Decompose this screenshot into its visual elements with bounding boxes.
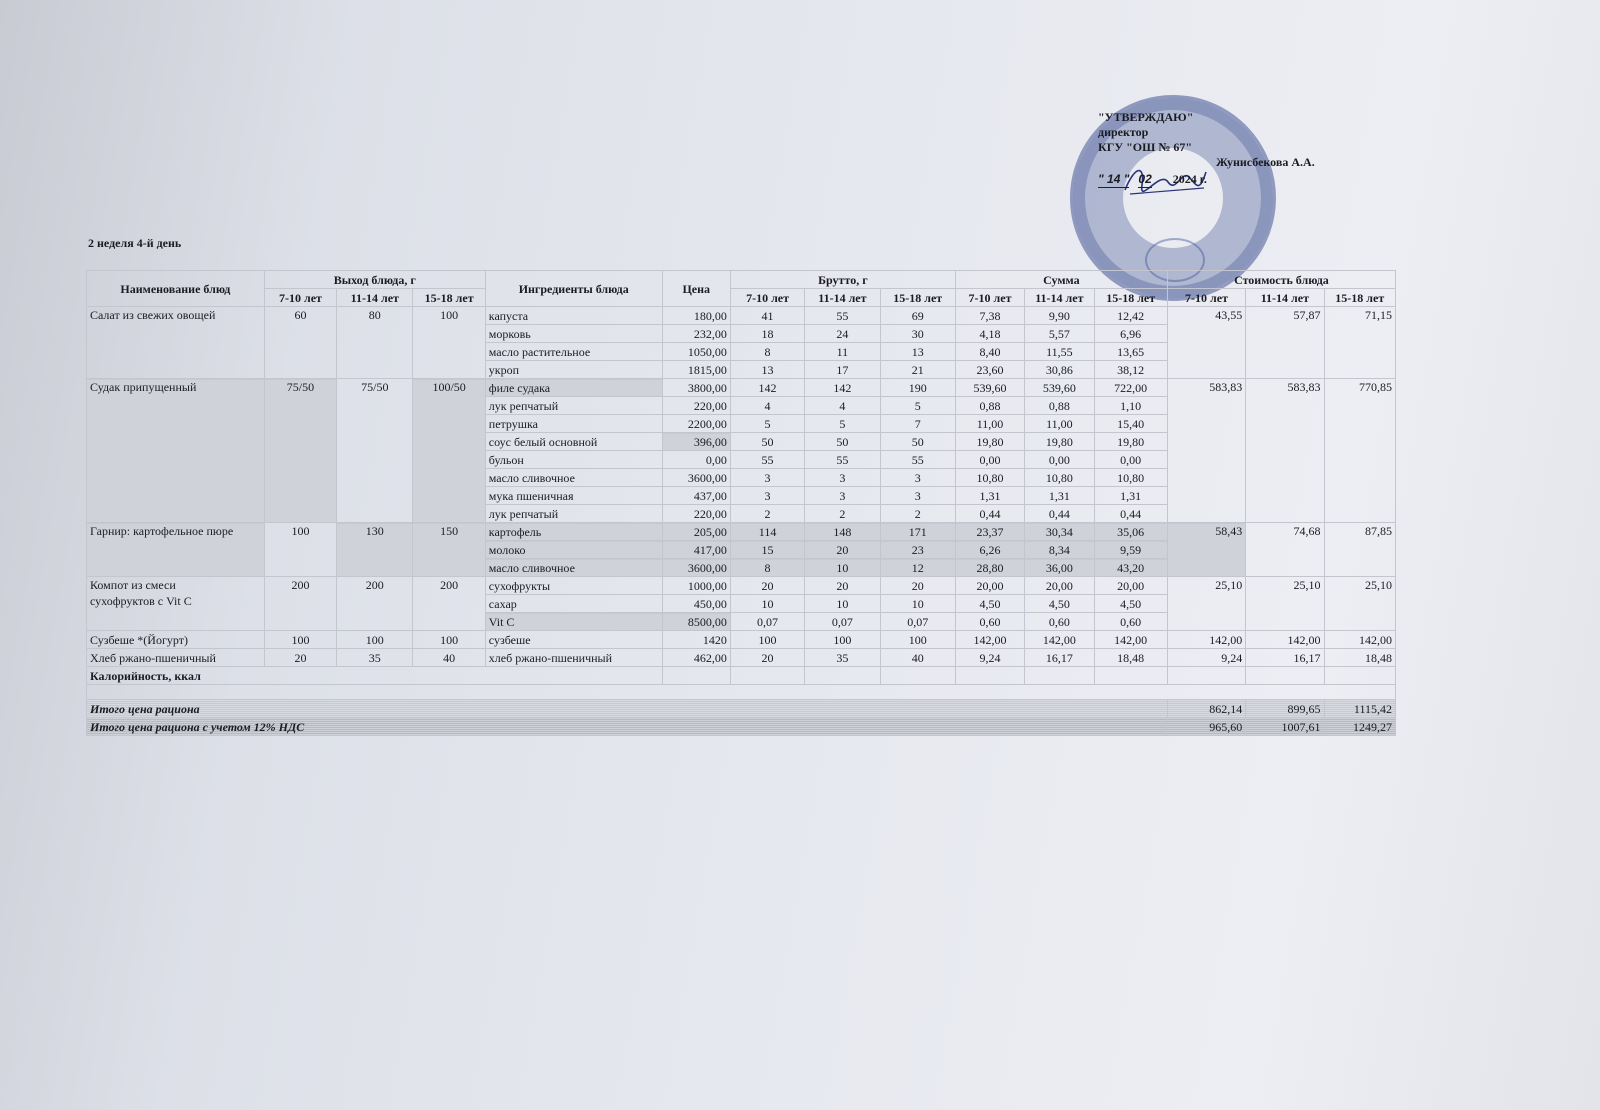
brutto-value: 8 — [730, 343, 804, 361]
dish-cost: 74,68 — [1246, 523, 1324, 577]
dish-output: 200 — [413, 577, 485, 631]
sum-value: 1,31 — [1025, 487, 1094, 505]
ingredient-name: соус белый основной — [485, 433, 662, 451]
ingredient-price: 205,00 — [662, 523, 730, 541]
sum-value: 1,31 — [955, 487, 1024, 505]
dish-cost: 142,00 — [1246, 631, 1324, 649]
empty-cell — [1025, 667, 1094, 685]
header-age: 11-14 лет — [337, 289, 413, 307]
brutto-value: 18 — [730, 325, 804, 343]
brutto-value: 35 — [805, 649, 880, 667]
ingredient-name: филе судака — [485, 379, 662, 397]
dish-cost: 583,83 — [1167, 379, 1245, 523]
ingredient-name: масло сливочное — [485, 559, 662, 577]
blank-row — [87, 685, 1396, 700]
table-row — [87, 523, 1396, 541]
brutto-value: 5 — [880, 397, 955, 415]
sum-value: 11,55 — [1025, 343, 1094, 361]
total-value: 1115,42 — [1324, 700, 1395, 718]
sum-value: 9,59 — [1094, 541, 1167, 559]
menu-table — [86, 270, 1396, 736]
brutto-value: 50 — [805, 433, 880, 451]
dish-cost: 25,10 — [1167, 577, 1245, 631]
ingredient-name: масло сливочное — [485, 469, 662, 487]
brutto-value: 4 — [805, 397, 880, 415]
sum-value: 30,86 — [1025, 361, 1094, 379]
brutto-value: 20 — [805, 541, 880, 559]
brutto-value: 142 — [805, 379, 880, 397]
sum-value: 20,00 — [955, 577, 1024, 595]
table-row — [87, 307, 1396, 325]
dish-cost: 57,87 — [1246, 307, 1324, 379]
ingredient-name: хлеб ржано-пшеничный — [485, 649, 662, 667]
brutto-value: 3 — [880, 469, 955, 487]
approval-date — [1098, 172, 1315, 188]
sum-value: 0,88 — [1025, 397, 1094, 415]
brutto-value: 3 — [730, 469, 804, 487]
header-brutto: Брутто, г — [730, 271, 955, 289]
ingredient-name: лук репчатый — [485, 397, 662, 415]
sum-value: 1,31 — [1094, 487, 1167, 505]
header-dish-name: Наименование блюд — [87, 271, 265, 307]
sum-value: 12,42 — [1094, 307, 1167, 325]
brutto-value: 55 — [805, 307, 880, 325]
sum-value: 142,00 — [1025, 631, 1094, 649]
sum-value: 6,96 — [1094, 325, 1167, 343]
header-age: 15-18 лет — [880, 289, 955, 307]
header-age: 7-10 лет — [1167, 289, 1245, 307]
ingredient-price: 220,00 — [662, 505, 730, 523]
ingredient-name: капуста — [485, 307, 662, 325]
brutto-value: 20 — [730, 649, 804, 667]
ingredient-price: 232,00 — [662, 325, 730, 343]
dish-output: 100 — [264, 523, 336, 577]
ingredient-name: сузбеше — [485, 631, 662, 649]
date-day: " 14 " — [1098, 172, 1130, 186]
brutto-value: 30 — [880, 325, 955, 343]
dish-output: 75/50 — [337, 379, 413, 523]
dish-cost: 58,43 — [1167, 523, 1245, 577]
date-year: 2024 г. — [1172, 172, 1207, 186]
ingredient-price: 1000,00 — [662, 577, 730, 595]
brutto-value: 40 — [880, 649, 955, 667]
header-age: 11-14 лет — [1246, 289, 1324, 307]
brutto-value: 171 — [880, 523, 955, 541]
sum-value: 35,06 — [1094, 523, 1167, 541]
brutto-value: 4 — [730, 397, 804, 415]
dish-cost: 9,24 — [1167, 649, 1245, 667]
empty-cell — [1246, 667, 1324, 685]
dish-output: 20 — [264, 649, 336, 667]
sum-value: 0,44 — [955, 505, 1024, 523]
sum-value: 8,34 — [1025, 541, 1094, 559]
sum-value: 0,88 — [955, 397, 1024, 415]
dish-name: Хлеб ржано-пшеничный — [87, 649, 265, 667]
sum-value: 5,57 — [1025, 325, 1094, 343]
signature-line — [1098, 155, 1315, 170]
dish-output: 100/50 — [413, 379, 485, 523]
empty-cell — [880, 667, 955, 685]
brutto-value: 100 — [730, 631, 804, 649]
brutto-value: 20 — [730, 577, 804, 595]
sum-value: 0,00 — [1025, 451, 1094, 469]
dish-cost: 25,10 — [1324, 577, 1395, 631]
brutto-value: 55 — [730, 451, 804, 469]
brutto-value: 5 — [730, 415, 804, 433]
ingredient-price: 3600,00 — [662, 469, 730, 487]
dish-output: 75/50 — [264, 379, 336, 523]
brutto-value: 0,07 — [730, 613, 804, 631]
dish-cost: 142,00 — [1167, 631, 1245, 649]
director-name: Жунисбекова А.А. — [1216, 155, 1315, 169]
dish-name: Судак припущенный — [87, 379, 265, 523]
sum-value: 4,50 — [1094, 595, 1167, 613]
sum-value: 4,50 — [955, 595, 1024, 613]
sum-value: 20,00 — [1025, 577, 1094, 595]
brutto-value: 0,07 — [805, 613, 880, 631]
brutto-value: 190 — [880, 379, 955, 397]
table-row — [87, 379, 1396, 397]
dish-output: 100 — [337, 631, 413, 649]
ingredient-price: 417,00 — [662, 541, 730, 559]
sum-value: 10,80 — [1025, 469, 1094, 487]
approval-title: "УТВЕРЖДАЮ" — [1098, 110, 1194, 124]
sum-value: 0,60 — [955, 613, 1024, 631]
sum-value: 23,37 — [955, 523, 1024, 541]
sum-value: 7,38 — [955, 307, 1024, 325]
dish-output: 40 — [413, 649, 485, 667]
table-row — [87, 577, 1396, 595]
dish-name: Сузбеше *(Йогурт) — [87, 631, 265, 649]
brutto-value: 21 — [880, 361, 955, 379]
sum-value: 0,44 — [1025, 505, 1094, 523]
header-cost: Стоимость блюда — [1167, 271, 1395, 289]
header-price: Цена — [662, 271, 730, 307]
dish-cost: 583,83 — [1246, 379, 1324, 523]
calories-label: Калорийность, ккал — [87, 667, 663, 685]
brutto-value: 2 — [730, 505, 804, 523]
sum-value: 9,90 — [1025, 307, 1094, 325]
sum-value: 0,44 — [1094, 505, 1167, 523]
dish-cost: 25,10 — [1246, 577, 1324, 631]
sum-value: 10,80 — [1094, 469, 1167, 487]
calories-row — [87, 667, 1396, 685]
dish-name-line: Компот из смеси — [90, 578, 176, 592]
sum-value: 1,10 — [1094, 397, 1167, 415]
sum-value: 20,00 — [1094, 577, 1167, 595]
approval-organization: КГУ "ОШ № 67" — [1098, 140, 1193, 154]
sum-value: 28,80 — [955, 559, 1024, 577]
brutto-value: 12 — [880, 559, 955, 577]
total-vat-row — [87, 718, 1396, 736]
header-row-1 — [87, 271, 1396, 289]
sum-value: 18,48 — [1094, 649, 1167, 667]
brutto-value: 8 — [730, 559, 804, 577]
ingredient-name: лук репчатый — [485, 505, 662, 523]
sum-value: 43,20 — [1094, 559, 1167, 577]
ingredient-price: 180,00 — [662, 307, 730, 325]
header-age: 7-10 лет — [730, 289, 804, 307]
sum-value: 9,24 — [955, 649, 1024, 667]
sum-value: 16,17 — [1025, 649, 1094, 667]
empty-cell — [1324, 667, 1395, 685]
empty-cell — [730, 667, 804, 685]
dish-cost: 71,15 — [1324, 307, 1395, 379]
sum-value: 19,80 — [955, 433, 1024, 451]
empty-cell — [955, 667, 1024, 685]
total-value: 899,65 — [1246, 700, 1324, 718]
empty-cell — [805, 667, 880, 685]
header-ingredients: Ингредиенты блюда — [485, 271, 662, 307]
dish-output: 130 — [337, 523, 413, 577]
dish-cost: 770,85 — [1324, 379, 1395, 523]
sum-value: 4,50 — [1025, 595, 1094, 613]
header-age: 11-14 лет — [805, 289, 880, 307]
dish-output: 200 — [264, 577, 336, 631]
brutto-value: 11 — [805, 343, 880, 361]
brutto-value: 17 — [805, 361, 880, 379]
ingredient-name: масло растительное — [485, 343, 662, 361]
header-output: Выход блюда, г — [264, 271, 485, 289]
dish-output: 100 — [413, 307, 485, 379]
ingredient-name: укроп — [485, 361, 662, 379]
total-vat-value: 1007,61 — [1246, 718, 1324, 736]
ingredient-price: 1815,00 — [662, 361, 730, 379]
approval-position: директор — [1098, 125, 1149, 139]
brutto-value: 100 — [805, 631, 880, 649]
sum-value: 0,60 — [1025, 613, 1094, 631]
ingredient-name: бульон — [485, 451, 662, 469]
empty-cell — [662, 667, 730, 685]
ingredient-price: 462,00 — [662, 649, 730, 667]
dish-output: 100 — [264, 631, 336, 649]
ingredient-price: 1050,00 — [662, 343, 730, 361]
ingredient-name: мука пшеничная — [485, 487, 662, 505]
brutto-value: 13 — [730, 361, 804, 379]
total-row — [87, 700, 1396, 718]
dish-name: Гарнир: картофельное пюре — [87, 523, 265, 577]
table-row — [87, 649, 1396, 667]
ingredient-price: 1420 — [662, 631, 730, 649]
ingredient-price: 396,00 — [662, 433, 730, 451]
dish-cost: 43,55 — [1167, 307, 1245, 379]
sum-value: 11,00 — [955, 415, 1024, 433]
dish-output: 150 — [413, 523, 485, 577]
ingredient-name: морковь — [485, 325, 662, 343]
brutto-value: 7 — [880, 415, 955, 433]
dish-name-line: сухофруктов с Vit C — [90, 594, 192, 608]
dish-cost: 16,17 — [1246, 649, 1324, 667]
header-age: 15-18 лет — [1094, 289, 1167, 307]
sum-value: 15,40 — [1094, 415, 1167, 433]
brutto-value: 69 — [880, 307, 955, 325]
brutto-value: 10 — [880, 595, 955, 613]
sum-value: 30,34 — [1025, 523, 1094, 541]
brutto-value: 10 — [730, 595, 804, 613]
brutto-value: 142 — [730, 379, 804, 397]
brutto-value: 15 — [730, 541, 804, 559]
sum-value: 142,00 — [1094, 631, 1167, 649]
dish-output: 35 — [337, 649, 413, 667]
sum-value: 38,12 — [1094, 361, 1167, 379]
header-age: 15-18 лет — [1324, 289, 1395, 307]
brutto-value: 55 — [805, 451, 880, 469]
brutto-value: 3 — [805, 469, 880, 487]
sum-value: 539,60 — [1025, 379, 1094, 397]
total-vat-label: Итого цена рациона с учетом 12% НДС — [87, 718, 1168, 736]
brutto-value: 20 — [880, 577, 955, 595]
empty-cell — [1167, 667, 1245, 685]
ingredient-name: петрушка — [485, 415, 662, 433]
ingredient-price: 3600,00 — [662, 559, 730, 577]
sum-value: 23,60 — [955, 361, 1024, 379]
dish-name — [87, 577, 265, 631]
ingredient-price: 437,00 — [662, 487, 730, 505]
sum-value: 722,00 — [1094, 379, 1167, 397]
date-month: 02 — [1138, 172, 1152, 186]
table-row — [87, 631, 1396, 649]
brutto-value: 24 — [805, 325, 880, 343]
brutto-value: 50 — [880, 433, 955, 451]
ingredient-name: картофель — [485, 523, 662, 541]
dish-output: 200 — [337, 577, 413, 631]
ingredient-price: 220,00 — [662, 397, 730, 415]
brutto-value: 10 — [805, 595, 880, 613]
empty-cell — [1094, 667, 1167, 685]
dish-output: 80 — [337, 307, 413, 379]
brutto-value: 0,07 — [880, 613, 955, 631]
brutto-value: 13 — [880, 343, 955, 361]
sum-value: 19,80 — [1025, 433, 1094, 451]
header-age: 11-14 лет — [1025, 289, 1094, 307]
ingredient-name: сухофрукты — [485, 577, 662, 595]
ingredient-price: 2200,00 — [662, 415, 730, 433]
sum-value: 4,18 — [955, 325, 1024, 343]
sum-value: 0,00 — [1094, 451, 1167, 469]
total-vat-value: 1249,27 — [1324, 718, 1395, 736]
ingredient-name: Vit C — [485, 613, 662, 631]
brutto-value: 5 — [805, 415, 880, 433]
sum-value: 0,00 — [955, 451, 1024, 469]
header-age: 15-18 лет — [413, 289, 485, 307]
brutto-value: 2 — [880, 505, 955, 523]
brutto-value: 10 — [805, 559, 880, 577]
brutto-value: 148 — [805, 523, 880, 541]
dish-cost: 87,85 — [1324, 523, 1395, 577]
dish-cost: 142,00 — [1324, 631, 1395, 649]
sum-value: 8,40 — [955, 343, 1024, 361]
dish-cost: 18,48 — [1324, 649, 1395, 667]
sum-value: 142,00 — [955, 631, 1024, 649]
sum-value: 6,26 — [955, 541, 1024, 559]
brutto-value: 3 — [805, 487, 880, 505]
brutto-value: 50 — [730, 433, 804, 451]
ingredient-name: сахар — [485, 595, 662, 613]
sum-value: 19,80 — [1094, 433, 1167, 451]
header-row-2 — [87, 289, 1396, 307]
sum-value: 11,00 — [1025, 415, 1094, 433]
dish-name: Салат из свежих овощей — [87, 307, 265, 379]
brutto-value: 41 — [730, 307, 804, 325]
dish-output: 100 — [413, 631, 485, 649]
sum-value: 0,60 — [1094, 613, 1167, 631]
sum-value: 10,80 — [955, 469, 1024, 487]
brutto-value: 3 — [730, 487, 804, 505]
brutto-value: 23 — [880, 541, 955, 559]
ingredient-price: 450,00 — [662, 595, 730, 613]
day-title: 2 неделя 4-й день — [88, 236, 182, 250]
brutto-value: 3 — [880, 487, 955, 505]
header-sum: Сумма — [955, 271, 1167, 289]
dish-output: 60 — [264, 307, 336, 379]
brutto-value: 20 — [805, 577, 880, 595]
ingredient-price: 3800,00 — [662, 379, 730, 397]
total-value: 862,14 — [1167, 700, 1245, 718]
empty-cell — [87, 685, 1396, 700]
header-age: 7-10 лет — [955, 289, 1024, 307]
ingredient-name: молоко — [485, 541, 662, 559]
sum-value: 36,00 — [1025, 559, 1094, 577]
approval-block — [1098, 110, 1315, 188]
brutto-value: 100 — [880, 631, 955, 649]
ingredient-price: 0,00 — [662, 451, 730, 469]
header-age: 7-10 лет — [264, 289, 336, 307]
total-vat-value: 965,60 — [1167, 718, 1245, 736]
brutto-value: 114 — [730, 523, 804, 541]
ingredient-price: 8500,00 — [662, 613, 730, 631]
total-label: Итого цена рациона — [87, 700, 1168, 718]
sum-value: 539,60 — [955, 379, 1024, 397]
sum-value: 13,65 — [1094, 343, 1167, 361]
brutto-value: 55 — [880, 451, 955, 469]
brutto-value: 2 — [805, 505, 880, 523]
